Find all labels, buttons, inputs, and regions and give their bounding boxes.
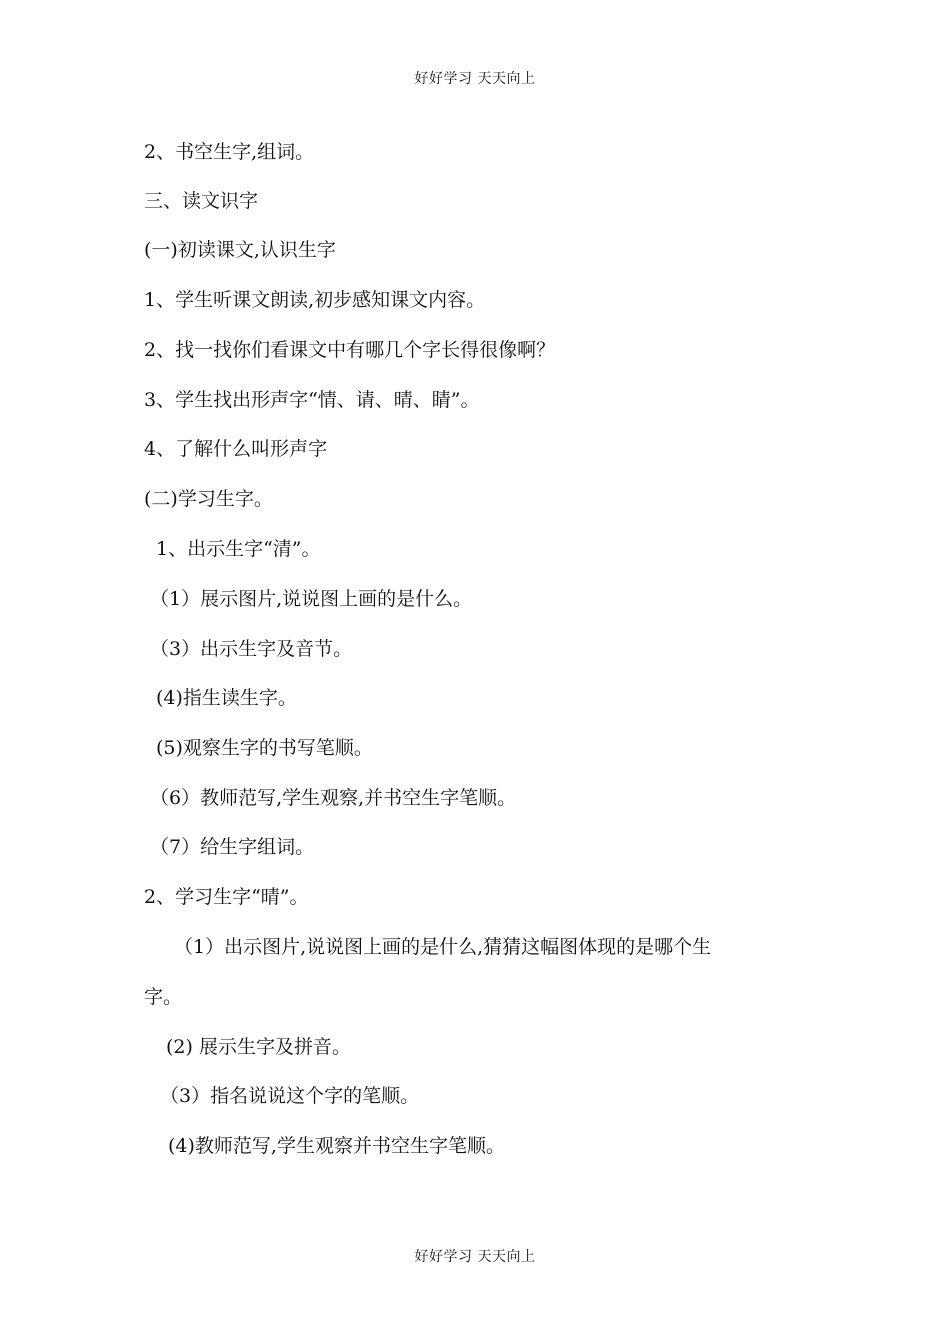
text-line: 2、书空生字,组词。 — [144, 141, 315, 163]
text-line: 2、找一找你们看课文中有哪几个字长得很像啊？ — [144, 339, 556, 361]
text-line: 3、学生找出形声字“情、请、晴、睛”。 — [144, 389, 480, 411]
text-line: 4、了解什么叫形声字 — [144, 438, 328, 460]
page-footer: 好好学习 天天向上 — [414, 1249, 536, 1265]
text-line: 1、出示生字“清”。 — [156, 538, 321, 560]
text-line: （1）展示图片,说说图上画的是什么。 — [150, 588, 473, 610]
text-line: (2) 展示生字及拼音。 — [166, 1036, 351, 1058]
text-line: (一)初读课文,认识生字 — [144, 239, 336, 261]
text-line: （3）出示生字及音节。 — [150, 638, 353, 660]
text-line: （1）出示图片,说说图上画的是什么,猜猜这幅图体现的是哪个生 — [174, 936, 712, 958]
text-line: （3）指名说说这个字的笔顺。 — [160, 1085, 420, 1107]
text-line: 1、学生听课文朗读,初步感知课文内容。 — [144, 289, 486, 311]
text-line: (二)学习生字。 — [144, 488, 273, 510]
text-line: 三、读文识字 — [144, 190, 259, 212]
text-line: （7）给生字组词。 — [150, 836, 315, 858]
text-line: （6）教师范写,学生观察,并书空生字笔顺。 — [150, 787, 517, 809]
text-line: 2、学习生字“晴”。 — [144, 886, 309, 908]
text-line: 字。 — [144, 986, 183, 1008]
text-line: (5)观察生字的书写笔顺。 — [156, 737, 373, 759]
text-line: (4)指生读生字。 — [156, 687, 297, 709]
text-line: (4)教师范写,学生观察并书空生字笔顺。 — [168, 1135, 505, 1157]
page-header: 好好学习 天天向上 — [414, 71, 536, 87]
